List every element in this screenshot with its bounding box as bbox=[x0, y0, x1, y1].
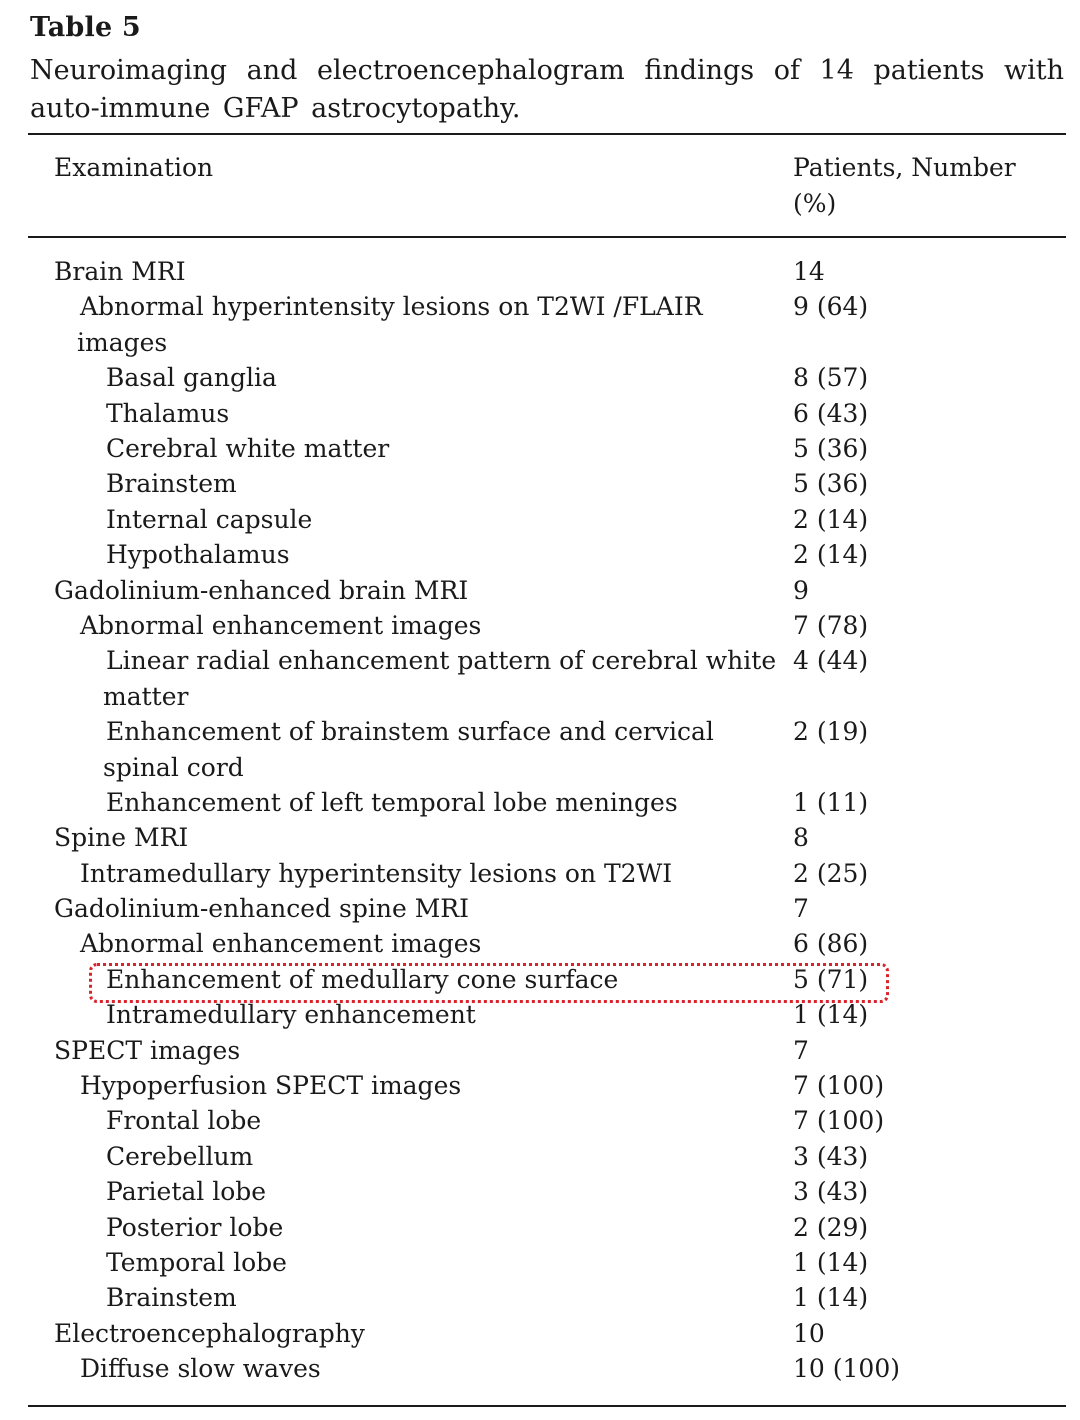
examination-cell bbox=[106, 466, 786, 501]
examination-label: Enhancement of brainstem surface and cervical bbox=[106, 717, 714, 747]
examination-label: Gadolinium-enhanced spine MRI bbox=[54, 894, 469, 924]
examination-label: Intramedullary enhancement bbox=[106, 1000, 476, 1030]
table-row bbox=[0, 1316, 1080, 1351]
table-body bbox=[0, 254, 1080, 1387]
examination-cell bbox=[80, 1068, 760, 1103]
top-rule bbox=[28, 133, 1066, 135]
examination-label: Frontal lobe bbox=[106, 1106, 262, 1136]
patients-value: 2 (19) bbox=[793, 717, 869, 747]
examination-cell bbox=[54, 254, 734, 289]
examination-label: Brain MRI bbox=[54, 257, 186, 286]
column-header-patients: Patients, Number (%) bbox=[793, 153, 1016, 218]
examination-label: Enhancement of medullary cone surface bbox=[106, 964, 619, 994]
table-row bbox=[0, 820, 1080, 855]
examination-label: Internal capsule bbox=[106, 504, 313, 534]
examination-label-continued: matter bbox=[103, 681, 189, 711]
examination-cell bbox=[80, 1351, 760, 1386]
patients-value: 1 (14) bbox=[793, 1283, 869, 1313]
examination-cell bbox=[106, 431, 786, 466]
examination-cell bbox=[54, 820, 734, 855]
examination-cell bbox=[80, 608, 760, 643]
examination-label: Thalamus bbox=[106, 398, 230, 428]
examination-cell bbox=[106, 396, 786, 431]
examination-label: Electroencephalography bbox=[54, 1318, 365, 1348]
table-row bbox=[0, 289, 1080, 360]
examination-cell bbox=[80, 926, 760, 961]
column-header-examination: Examination bbox=[54, 153, 214, 182]
table-row bbox=[0, 396, 1080, 431]
examination-label: Hypothalamus bbox=[106, 540, 290, 570]
examination-label: Linear radial enhancement pattern of cerebral white bbox=[106, 646, 777, 676]
examination-label: Temporal lobe bbox=[106, 1247, 287, 1277]
patients-value: 2 (14) bbox=[793, 540, 869, 570]
table-row bbox=[0, 856, 1080, 891]
examination-label: Abnormal enhancement images bbox=[80, 929, 482, 959]
table-row bbox=[0, 431, 1080, 466]
examination-label: Abnormal enhancement images bbox=[80, 610, 482, 640]
table-row bbox=[0, 1068, 1080, 1103]
examination-cell bbox=[106, 1103, 786, 1138]
patients-value: 5 (36) bbox=[793, 469, 869, 499]
examination-label: Posterior lobe bbox=[106, 1212, 284, 1242]
examination-cell bbox=[103, 643, 786, 714]
patients-value: 2 (29) bbox=[793, 1212, 869, 1242]
examination-label: Gadolinium-enhanced brain MRI bbox=[54, 575, 469, 605]
examination-cell bbox=[106, 1245, 786, 1280]
examination-label: Basal ganglia bbox=[106, 363, 277, 393]
table-row bbox=[0, 891, 1080, 926]
patients-value: 7 bbox=[793, 1035, 809, 1065]
examination-cell bbox=[54, 1316, 734, 1351]
table-row bbox=[0, 1033, 1080, 1068]
patients-value: 1 (14) bbox=[793, 1000, 869, 1030]
examination-label: Parietal lobe bbox=[106, 1177, 267, 1207]
patients-value: 6 (86) bbox=[793, 929, 869, 959]
table-row bbox=[0, 254, 1080, 289]
bottom-rule bbox=[28, 1405, 1066, 1407]
examination-cell bbox=[106, 785, 786, 820]
header-rule bbox=[28, 236, 1066, 238]
table-row bbox=[0, 714, 1080, 785]
examination-cell bbox=[106, 1174, 786, 1209]
table-row bbox=[0, 502, 1080, 537]
patients-value: 9 bbox=[793, 575, 809, 605]
patients-value: 5 (71) bbox=[793, 964, 869, 994]
table-row bbox=[0, 1139, 1080, 1174]
examination-cell bbox=[54, 891, 734, 926]
table-row bbox=[0, 466, 1080, 501]
table-row bbox=[0, 962, 1080, 997]
examination-cell bbox=[77, 289, 760, 360]
examination-cell bbox=[106, 360, 786, 395]
table-row bbox=[0, 360, 1080, 395]
patients-value: 7 bbox=[793, 894, 809, 924]
table-row bbox=[0, 1280, 1080, 1315]
patients-value: 5 (36) bbox=[793, 433, 869, 463]
table-row bbox=[0, 997, 1080, 1032]
patients-value: 8 (57) bbox=[793, 363, 869, 393]
patients-value: 1 (11) bbox=[793, 787, 869, 817]
examination-cell bbox=[106, 997, 786, 1032]
patients-value: 14 bbox=[793, 257, 825, 286]
examination-label: Hypoperfusion SPECT images bbox=[80, 1071, 462, 1101]
examination-cell bbox=[106, 537, 786, 572]
examination-cell bbox=[106, 962, 786, 997]
examination-cell bbox=[80, 856, 760, 891]
table-row bbox=[0, 1351, 1080, 1386]
table-title: Table 5 bbox=[30, 12, 141, 43]
examination-label-continued: images bbox=[77, 327, 168, 357]
table-row bbox=[0, 1210, 1080, 1245]
examination-cell bbox=[54, 573, 734, 608]
table-row bbox=[0, 1174, 1080, 1209]
table-row bbox=[0, 1103, 1080, 1138]
table-row bbox=[0, 537, 1080, 572]
examination-label: Cerebellum bbox=[106, 1141, 254, 1171]
patients-value: 7 (100) bbox=[793, 1106, 885, 1136]
patients-value: 2 (25) bbox=[793, 858, 869, 888]
table-row bbox=[0, 926, 1080, 961]
table-row bbox=[0, 608, 1080, 643]
table-row bbox=[0, 643, 1080, 714]
patients-value: 8 bbox=[793, 823, 809, 853]
examination-cell bbox=[106, 1139, 786, 1174]
examination-label: SPECT images bbox=[54, 1035, 241, 1065]
table-row bbox=[0, 1245, 1080, 1280]
patients-value: 7 (78) bbox=[793, 610, 869, 640]
examination-cell bbox=[106, 502, 786, 537]
table-caption: Neuroimaging and electroencephalogram findings of 14 patients with auto-immune GFAP astrocytopathy. bbox=[30, 55, 1064, 124]
patients-value: 10 (100) bbox=[793, 1354, 900, 1384]
patients-value: 1 (14) bbox=[793, 1247, 869, 1277]
patients-value: 3 (43) bbox=[793, 1141, 869, 1171]
patients-value: 4 (44) bbox=[793, 646, 869, 676]
examination-cell bbox=[54, 1033, 734, 1068]
patients-value: 2 (14) bbox=[793, 504, 869, 534]
examination-cell bbox=[103, 714, 786, 785]
examination-cell bbox=[106, 1210, 786, 1245]
examination-label: Abnormal hyperintensity lesions on T2WI /FLAIR bbox=[80, 292, 703, 322]
patients-value: 3 (43) bbox=[793, 1177, 869, 1207]
patients-value: 9 (64) bbox=[793, 292, 869, 322]
examination-label: Diffuse slow waves bbox=[80, 1354, 321, 1384]
examination-label: Intramedullary hyperintensity lesions on T2WI bbox=[80, 858, 673, 888]
examination-label: Cerebral white matter bbox=[106, 433, 390, 463]
examination-label: Brainstem bbox=[106, 469, 237, 499]
examination-cell bbox=[106, 1280, 786, 1315]
patients-value: 7 (100) bbox=[793, 1071, 885, 1101]
examination-label-continued: spinal cord bbox=[103, 752, 244, 782]
patients-value: 10 bbox=[793, 1318, 825, 1348]
examination-label: Enhancement of left temporal lobe meninges bbox=[106, 787, 678, 817]
patients-value: 6 (43) bbox=[793, 398, 869, 428]
examination-label: Brainstem bbox=[106, 1283, 237, 1313]
table-row bbox=[0, 785, 1080, 820]
table-row bbox=[0, 573, 1080, 608]
examination-label: Spine MRI bbox=[54, 823, 189, 853]
